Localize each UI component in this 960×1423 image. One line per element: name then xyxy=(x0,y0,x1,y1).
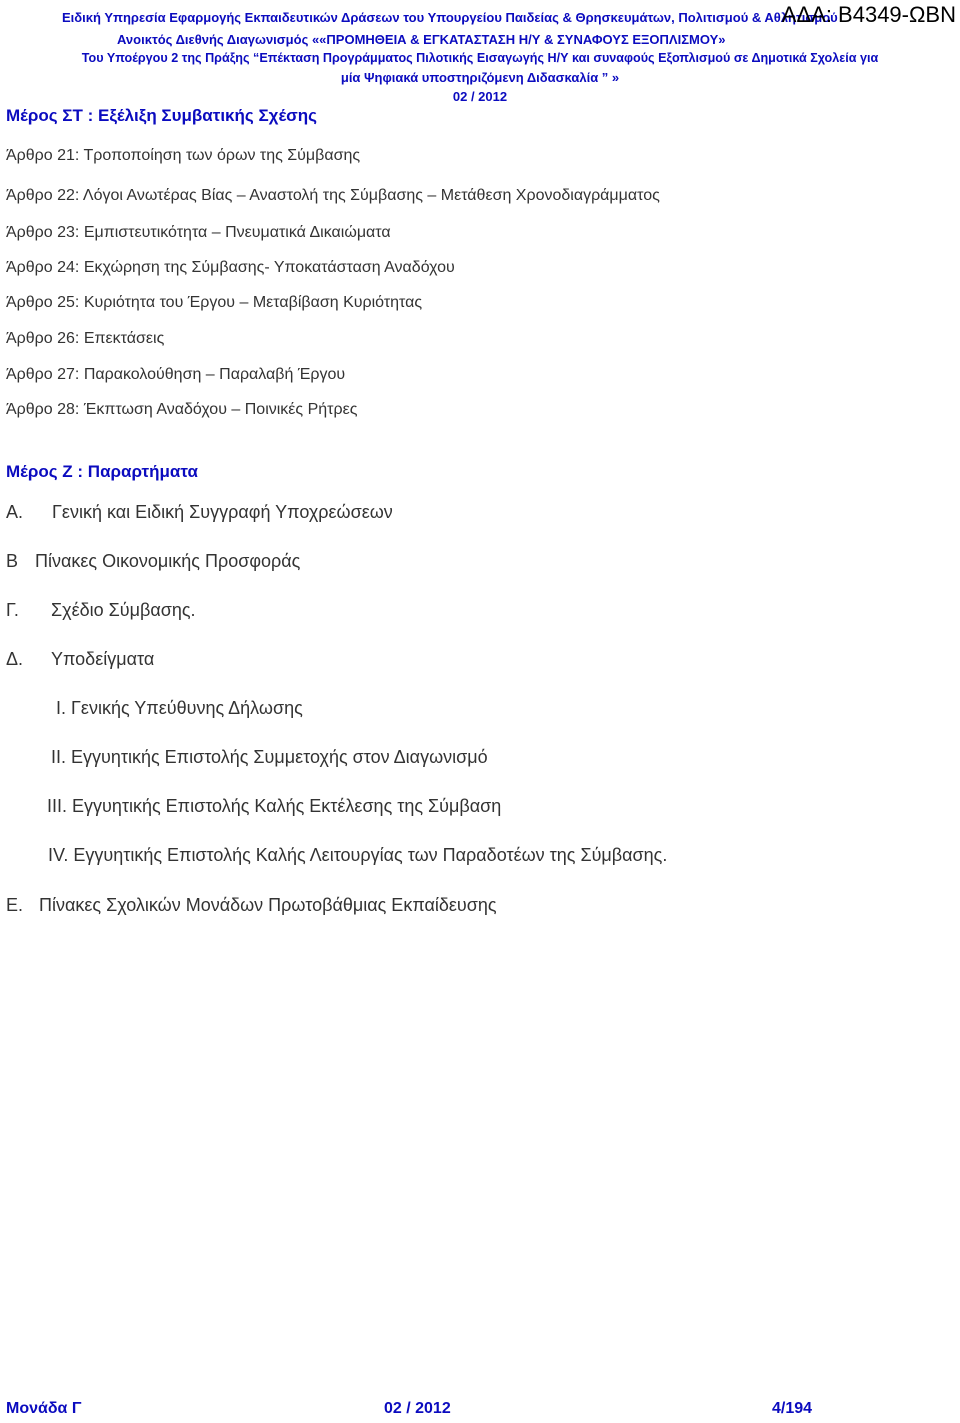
header-line-3: Του Υποέργου 2 της Πράξης “Επέκταση Προγράμματος Πιλοτικής Εισαγωγής Η/Υ και συναφούς Εξοπλισμού σε Δημοτικά Σχολεία για xyxy=(81,51,879,65)
article-24: Άρθρο 24: Εκχώρηση της Σύμβασης- Υποκατάσταση Αναδόχου xyxy=(6,259,455,276)
appendix-text: Γενική και Ειδική Συγγραφή Υποχρεώσεων xyxy=(52,502,393,522)
header-line-2: Ανοικτός Διεθνής Διαγωνισμός ««ΠΡΟΜΗΘΕΙΑ & ΕΓΚΑΤΑΣΤΑΣΗ Η/Υ & ΣΥΝΑΦΟΥΣ ΕΞΟΠΛΙΣΜΟΥ» xyxy=(117,32,726,47)
appendix-marker: Ε. xyxy=(6,895,24,915)
template-item-3: III. Εγγυητικής Επιστολής Καλής Εκτέλεσης της Σύμβαση xyxy=(47,796,502,816)
header-line-1: Ειδική Υπηρεσία Εφαρμογής Εκπαιδευτικών Δράσεων του Υπουργείου Παιδείας & Θρησκευμάτων, Πολιτισμού & Αθλητισμού xyxy=(62,10,838,25)
appendix-marker: Γ. xyxy=(6,600,19,620)
article-21: Άρθρο 21: Τροποποίηση των όρων της Σύμβασης xyxy=(6,147,361,164)
appendix-text: Σχέδιο Σύμβασης. xyxy=(51,600,196,620)
section-st-title: Μέρος ΣΤ : Εξέλιξη Συμβατικής Σχέσης xyxy=(6,106,317,125)
footer-date: 02 / 2012 xyxy=(384,1400,451,1417)
header-date: 02 / 2012 xyxy=(452,89,508,104)
article-27: Άρθρο 27: Παρακολούθηση – Παραλαβή Έργου xyxy=(6,366,346,383)
appendix-item-a xyxy=(6,502,606,526)
appendix-marker: Δ. xyxy=(6,649,24,669)
article-22: Άρθρο 22: Λόγοι Ανωτέρας Βίας – Αναστολή της Σύμβασης – Μετάθεση Χρονοδιαγράμματος xyxy=(6,187,660,204)
appendix-marker: Α. xyxy=(6,502,24,522)
template-item-4: IV. Εγγυητικής Επιστολής Καλής Λειτουργίας των Παραδοτέων της Σύμβασης. xyxy=(48,845,668,865)
article-25: Άρθρο 25: Κυριότητα του Έργου – Μεταβίβαση Κυριότητας xyxy=(6,294,423,311)
appendix-text: Πίνακες Σχολικών Μονάδων Πρωτοβάθμιας Εκπαίδευσης xyxy=(39,895,497,915)
article-28: Άρθρο 28: Έκπτωση Αναδόχου – Ποινικές Ρήτρες xyxy=(6,401,358,418)
appendix-marker: Β xyxy=(6,551,19,571)
appendix-text: Υποδείγματα xyxy=(51,649,155,669)
template-item-2: II. Εγγυητικής Επιστολής Συμμετοχής στον Διαγωνισμό xyxy=(51,747,488,767)
template-item-1: I. Γενικής Υπεύθυνης Δήλωσης xyxy=(56,698,303,718)
appendix-item-c xyxy=(6,600,606,624)
footer-unit: Μονάδα Γ xyxy=(6,1400,82,1417)
ada-code: ΑΔΑ: Β4349-ΩΒΝ xyxy=(781,2,956,27)
appendix-item-b xyxy=(6,551,606,575)
article-23: Άρθρο 23: Εμπιστευτικότητα – Πνευματικά Δικαιώματα xyxy=(6,224,391,241)
article-26: Άρθρο 26: Επεκτάσεις xyxy=(6,330,165,347)
appendix-item-e xyxy=(6,895,706,919)
footer-page-number: 4/194 xyxy=(772,1400,813,1417)
appendix-text: Πίνακες Οικονομικής Προσφοράς xyxy=(35,551,301,571)
header-line-4: μία Ψηφιακά υποστηριζόμενη Διδασκαλία ” » xyxy=(340,70,620,85)
section-z-title: Μέρος Ζ : Παραρτήματα xyxy=(6,462,198,481)
appendix-item-d xyxy=(6,649,606,673)
